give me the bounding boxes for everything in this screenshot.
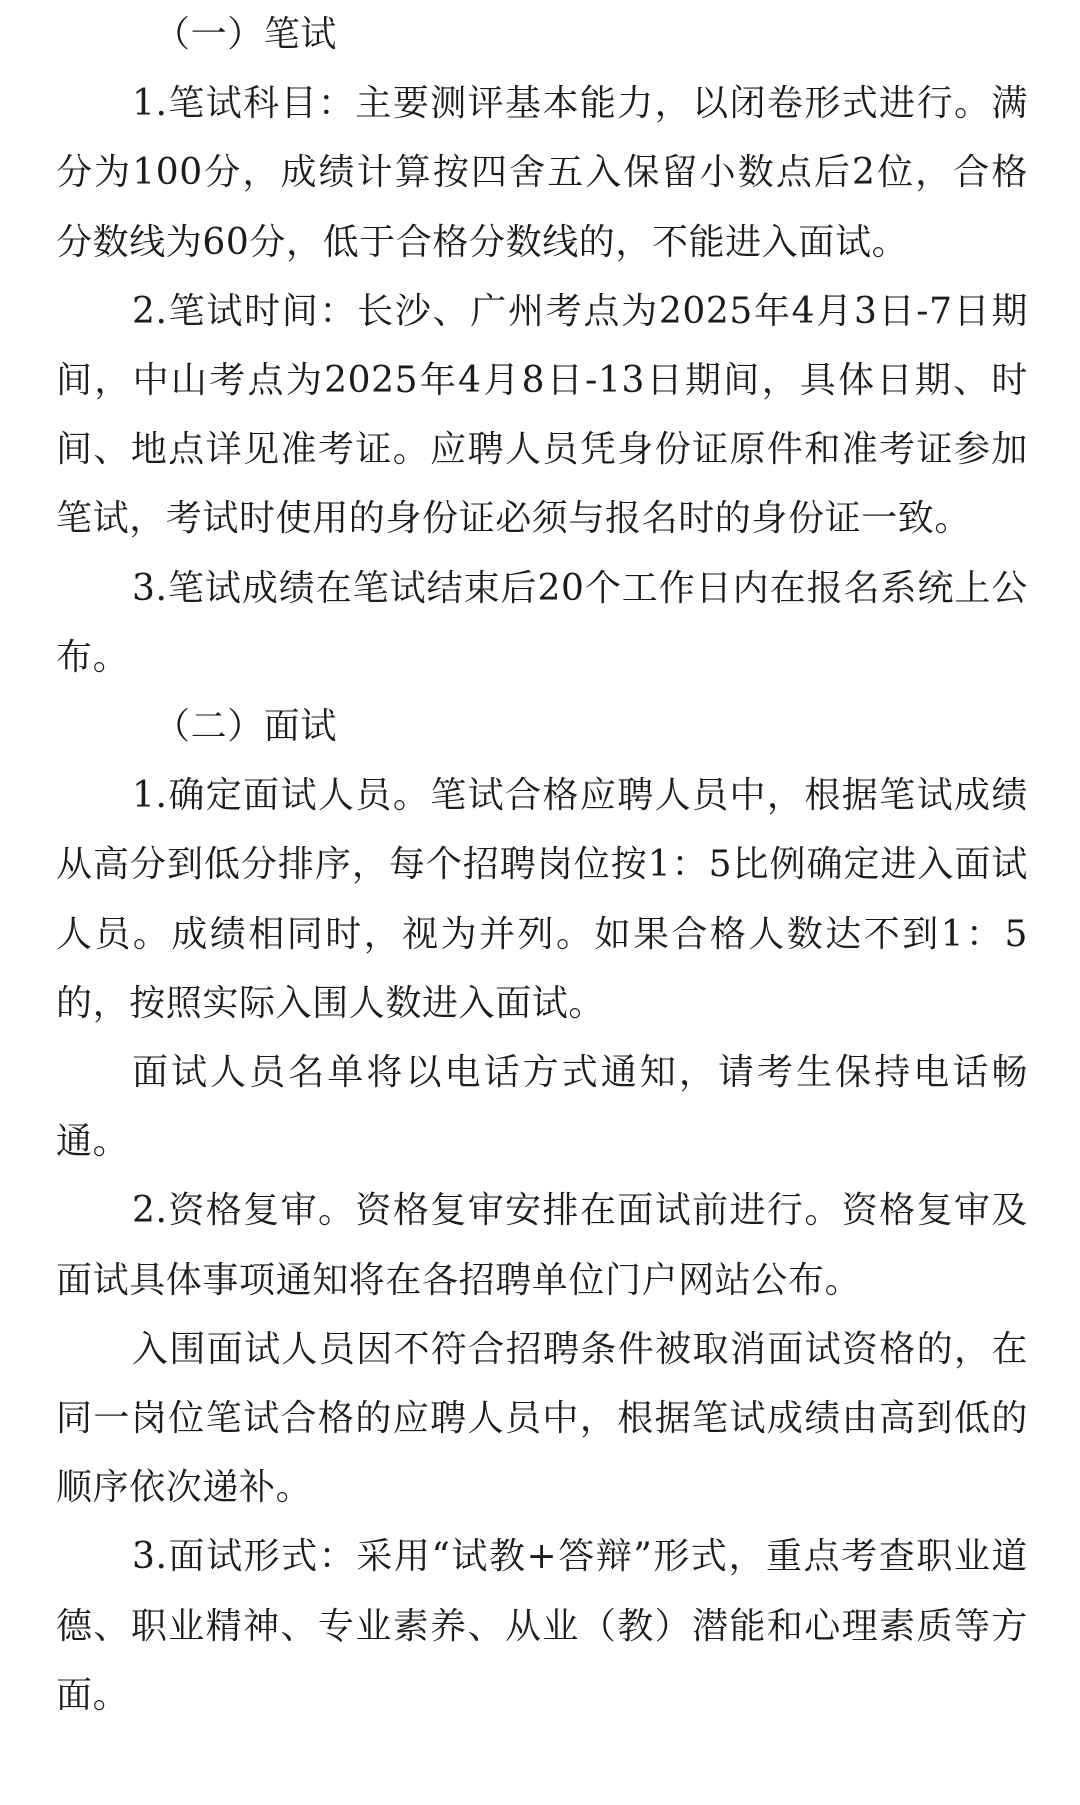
paragraph-exam-subject: 1.笔试科目：主要测评基本能力，以闭卷形式进行。满分为100分，成绩计算按四舍五入保留小数点后2位，合格分数线为60分，低于合格分数线的，不能进入面试。	[56, 83, 1028, 263]
paragraph-exam-time: 2.笔试时间：长沙、广州考点为2025年4月3日-7日期间，中山考点为2025年4月8日-13日期间，具体日期、时间、地点详见准考证。应聘人员凭身份证原件和准考证参加笔试，考试时使用的身份证必须与报名时的身份证一致。	[56, 290, 1028, 540]
section-written-exam	[56, 0, 1028, 692]
document-body	[56, 0, 1028, 1730]
paragraph-interview-notice: 面试人员名单将以电话方式通知，请考生保持电话畅通。	[56, 1052, 1028, 1163]
section-interview	[56, 692, 1028, 1730]
paragraph-interview-selection: 1.确定面试人员。笔试合格应聘人员中，根据笔试成绩从高分到低分排序，每个招聘岗位按1：5比例确定进入面试人员。成绩相同时，视为并列。如果合格人数达不到1：5的，按照实际入围人数进入面试。	[56, 775, 1028, 1024]
section-heading-interview: （二）面试	[154, 706, 338, 748]
paragraph-replacement: 入围面试人员因不符合招聘条件被取消面试资格的，在同一岗位笔试合格的应聘人员中，根据笔试成绩由高到低的顺序依次递补。	[56, 1328, 1028, 1509]
paragraph-interview-format: 3.面试形式：采用“试教+答辩”形式，重点考查职业道德、职业精神、专业素养、从业（教）潜能和心理素质等方面。	[56, 1536, 1028, 1716]
paragraph-qualification-review: 2.资格复审。资格复审安排在面试前进行。资格复审及面试具体事项通知将在各招聘单位门户网站公布。	[56, 1190, 1028, 1301]
paragraph-exam-results: 3.笔试成绩在笔试结束后20个工作日内在报名系统上公布。	[56, 567, 1028, 678]
section-heading-written-exam: （一）笔试	[154, 14, 338, 55]
